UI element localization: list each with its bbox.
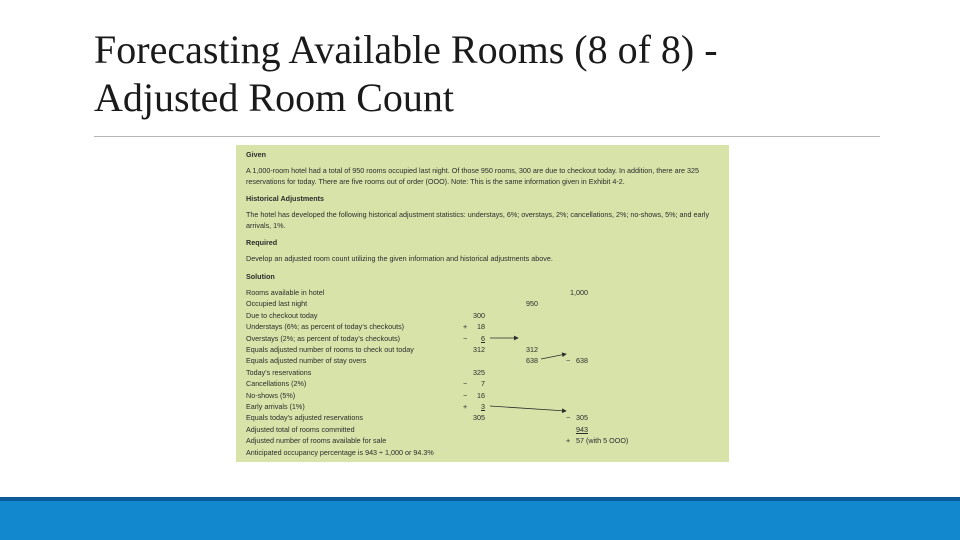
solution-row-label: Today’s reservations — [246, 367, 312, 377]
historical-text: The hotel has developed the following historical adjustment statistics: understays, 6%; overstays, 2%; cancellations, 2%; no-shows, 5%; and early arrivals, 1%. — [246, 210, 710, 231]
solution-row-label: Adjusted number of rooms available for sale — [246, 436, 387, 446]
slide-title — [94, 26, 894, 122]
solution-row-label: Occupied last night — [246, 299, 308, 309]
historical-heading: Historical Adjustments — [246, 194, 325, 203]
column1-operator: + — [463, 322, 468, 332]
column1-value: 16 — [477, 390, 485, 400]
column2-value: 950 — [526, 299, 538, 309]
column2-value: 312 — [526, 345, 538, 354]
column1-value: 312 — [473, 345, 485, 354]
solution-row-label: Due to checkout today — [246, 310, 318, 320]
solution-row-label: Early arrivals (1%) — [246, 402, 305, 411]
solution-heading: Solution — [246, 272, 275, 281]
solution-row-label: Anticipated occupancy percentage is 943 ÷ 1,000 or 94.3% — [246, 447, 434, 457]
solution-row-label: No-shows (5%) — [246, 390, 296, 400]
title-divider — [94, 136, 880, 137]
footer-bar — [0, 497, 960, 540]
arrow-stayovers-to-column3 — [541, 354, 566, 359]
column1-operator: − — [463, 379, 468, 389]
column1-value: 305 — [473, 413, 485, 423]
arrow-reservations-to-column3 — [490, 406, 566, 411]
given-heading: Given — [246, 150, 266, 159]
column1-value: 7 — [481, 379, 485, 389]
column1-operator: − — [463, 333, 468, 343]
slide-title-line-2: Adjusted Room Count — [94, 75, 455, 120]
solution-row-label: Rooms available in hotel — [246, 288, 325, 297]
solution-row-label: Adjusted total of rooms committed — [246, 424, 355, 434]
slide-title-line-1: Forecasting Available Rooms (8 of 8) - — [94, 27, 718, 72]
solution-row-label: Equals today’s adjusted reservations — [246, 413, 363, 423]
column3-operator: + — [566, 436, 571, 446]
column1-value: 18 — [477, 322, 485, 332]
exhibit-panel — [236, 145, 729, 462]
flow-arrows — [236, 145, 729, 462]
column2-value: 638 — [526, 356, 538, 366]
column3-operator: − — [566, 356, 571, 366]
column1-value: 300 — [473, 310, 485, 320]
column3-operator: − — [566, 413, 571, 423]
column1-value: 325 — [473, 367, 485, 377]
column3-value: 305 — [576, 413, 588, 423]
required-text: Develop an adjusted room count utilizing the given information and historical adjustments above. — [246, 254, 553, 263]
solution-row-label: Cancellations (2%) — [246, 379, 307, 389]
solution-row-label: Equals adjusted number of stay overs — [246, 356, 367, 366]
column3-value: 638 — [576, 356, 588, 366]
column3-value: 57 (with 5 OOO) — [576, 436, 629, 446]
column1-value: 6 — [481, 333, 485, 343]
solution-row-label: Equals adjusted number of rooms to check out today — [246, 345, 414, 354]
required-heading: Required — [246, 238, 278, 247]
column1-value: 3 — [481, 402, 485, 411]
column1-operator: − — [463, 390, 468, 400]
solution-row-label: Overstays (2%; as percent of today’s checkouts) — [246, 333, 401, 343]
column3-value: 943 — [576, 424, 588, 434]
column1-operator: + — [463, 402, 468, 411]
column3-value: 1,000 — [570, 288, 588, 297]
given-text: A 1,000-room hotel had a total of 950 rooms occupied last night. Of those 950 rooms, 300 are due to checkout today. In addition, there are 325 reservations for today. There are five rooms out of order (OOO). Note: This is the same information given in Exhibit 4-2. — [246, 166, 699, 187]
solution-row-label: Understays (6%; as percent of today’s checkouts) — [246, 322, 405, 332]
